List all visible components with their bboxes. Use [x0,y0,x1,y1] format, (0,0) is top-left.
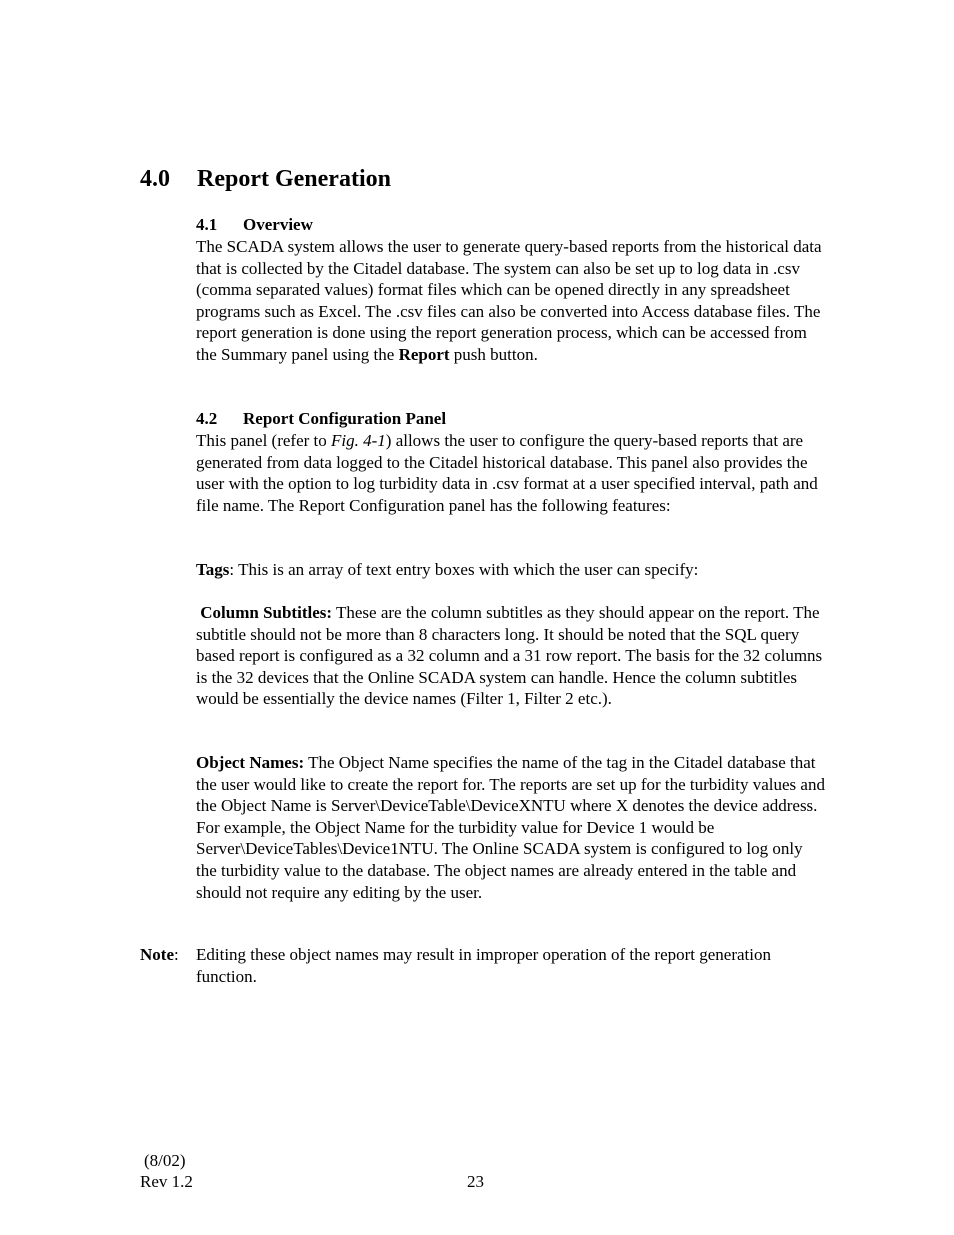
footer-revision: Rev 1.2 [140,1172,193,1191]
overview-paragraph [196,236,826,366]
report-button-name: Report [398,344,450,364]
tags-label: Tags [196,560,230,579]
config-panel-number: 4.2 [196,409,218,428]
overview-text: The SCADA system allows the user to generate query-based reports from the historical data that is collected by the Citadel database. The system can also be set up to log data in .csv (comma separated values) format files which can be opened directly in any spreadsheet programs such as Excel. The .csv files can also be converted into Access database files. The report generation is done using the report generation process, which can be accessed from the Summary panel using the [196,237,822,364]
figure-reference: Fig. 4-1 [331,431,386,450]
section-title: Report Generation [197,166,391,192]
section-number: 4.0 [140,166,170,192]
note-colon: : [173,945,179,964]
object-names-label: Object Names: [196,753,305,772]
section-heading [140,163,391,195]
overview-heading [196,214,313,235]
column-subtitles-paragraph [196,602,826,710]
note-label-text: Note [140,945,174,964]
overview-title: Overview [243,215,313,234]
page-number: 23 [467,1172,484,1191]
overview-text-end: push button. [453,344,538,364]
footer-date: (8/02) [144,1151,186,1170]
config-panel-text-start: This panel (refer to [196,431,327,450]
overview-number: 4.1 [196,215,218,234]
tags-paragraph [196,559,826,581]
tags-text: : This is an array of text entry boxes with which the user can specify: [229,560,699,579]
column-subtitles-label: Column Subtitles: [200,603,333,622]
note-label [140,944,179,966]
note-text: Editing these object names may result in improper operation of the report generation function. [196,945,771,986]
object-names-text: The Object Name specifies the name of the tag in the Citadel database that the user would like to create the report for. The reports are set up for the turbidity values and the Object Name is Server\DeviceTable\DeviceXNTU where X denotes the device address. For example, the Object Name for the turbidity value for Device 1 would be Server\DeviceTables\Device1NTU. The Online SCADA system is configured to log only the turbidity value to the database. The object names are already entered in the table and should not require any editing by the user. [196,753,825,902]
config-panel-paragraph [196,430,826,516]
column-subtitles-text: These are the column subtitles as they should appear on the report. The subtitle should not be more than 8 characters long. It should be noted that the SQL query based report is configured as a 32 column and a 31 row report. The basis for the 32 columns is the 32 devices that the Online SCADA system can handle. Hence the column subtitles would be essentially the device names (Filter 1, Filter 2 etc.). [196,603,823,709]
object-names-paragraph [196,752,826,903]
config-panel-text: ) allows the user to configure the query-based reports that are generated from data logged to the Citadel historical database. This panel also provides the user with the option to log turbidity data in .csv format at a user specified interval, path and file name. The Report Configuration panel has the following features: [196,431,818,515]
config-panel-heading [196,408,446,429]
config-panel-title: Report Configuration Panel [243,409,447,428]
